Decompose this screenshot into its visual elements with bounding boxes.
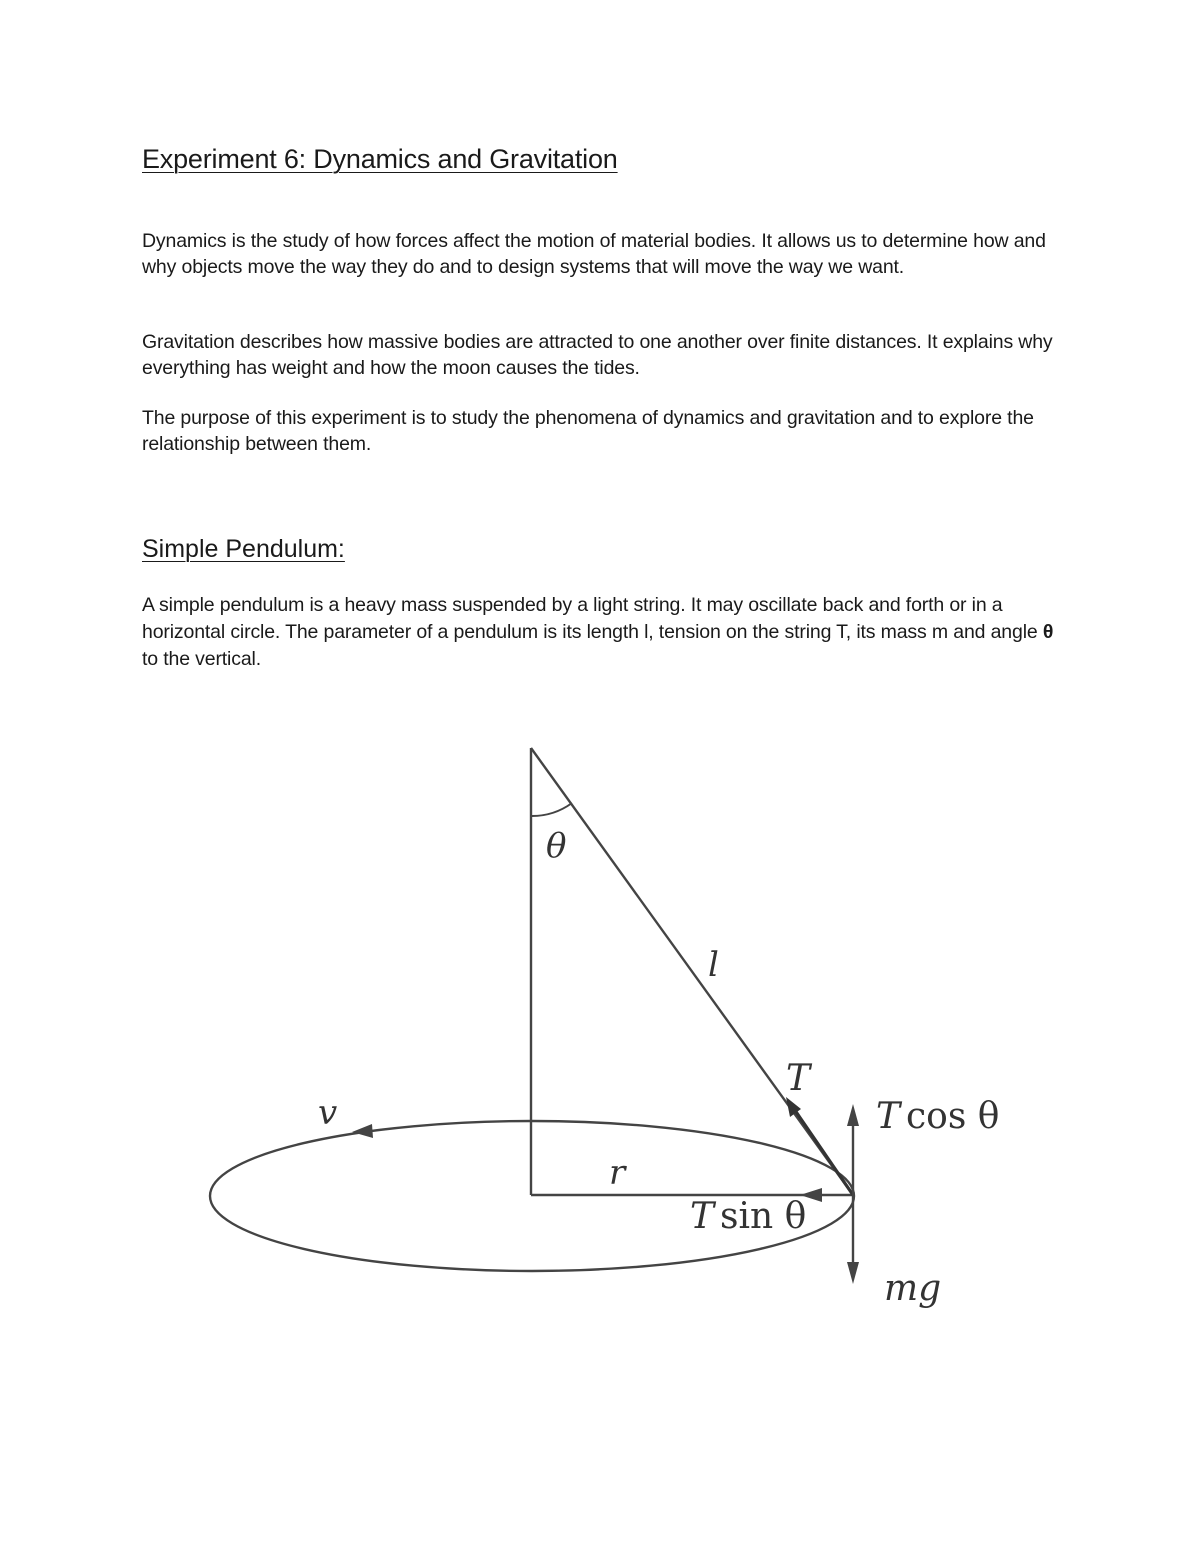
label-t-cos-t: T bbox=[876, 1096, 901, 1137]
label-t-sin-t: T bbox=[690, 1196, 715, 1237]
velocity-arrowhead bbox=[352, 1124, 373, 1138]
theta-symbol: θ bbox=[1042, 621, 1054, 643]
page-title: Experiment 6: Dynamics and Gravitation bbox=[142, 144, 618, 174]
label-t-sin-theta bbox=[690, 1196, 806, 1237]
pendulum-text-start: A simple pendulum is a heavy mass suspended by a light string. It may oscillate back and forth or in a horizontal circle. The parameter of a pendulum is its length l, tension on the string T, its mass m and angle bbox=[142, 594, 1043, 643]
label-velocity: v bbox=[318, 1093, 338, 1133]
pendulum-text-end: to the vertical. bbox=[142, 648, 261, 670]
weight-arrowhead bbox=[847, 1262, 859, 1284]
paragraph-gravitation: Gravitation describes how massive bodies are attracted to one another over finite distances. It explains why everything has weight and how the moon causes the tides. bbox=[142, 331, 1053, 379]
label-weight: mg bbox=[884, 1268, 942, 1309]
paragraph-dynamics: Dynamics is the study of how forces affect the motion of material bodies. It allows us to determine how and why objects move the way they do and to design systems that will move the way we want. bbox=[142, 230, 1046, 278]
label-radius: r bbox=[609, 1153, 626, 1193]
pendulum-string bbox=[531, 748, 853, 1195]
label-length: l bbox=[708, 945, 719, 985]
label-theta: θ bbox=[546, 826, 567, 866]
label-tension: T bbox=[786, 1058, 811, 1099]
section-heading: Simple Pendulum: bbox=[142, 535, 345, 563]
tension-arrow bbox=[790, 1103, 853, 1195]
paragraph-purpose: The purpose of this experiment is to study the phenomena of dynamics and gravitation and to explore the relationship between them. bbox=[142, 407, 1034, 455]
angle-arc bbox=[531, 803, 572, 816]
label-t-sin-rest: sin θ bbox=[720, 1196, 807, 1237]
label-t-cos-theta bbox=[876, 1096, 999, 1137]
label-t-cos-rest: cos θ bbox=[906, 1096, 1000, 1137]
t-cos-arrowhead bbox=[847, 1104, 859, 1126]
